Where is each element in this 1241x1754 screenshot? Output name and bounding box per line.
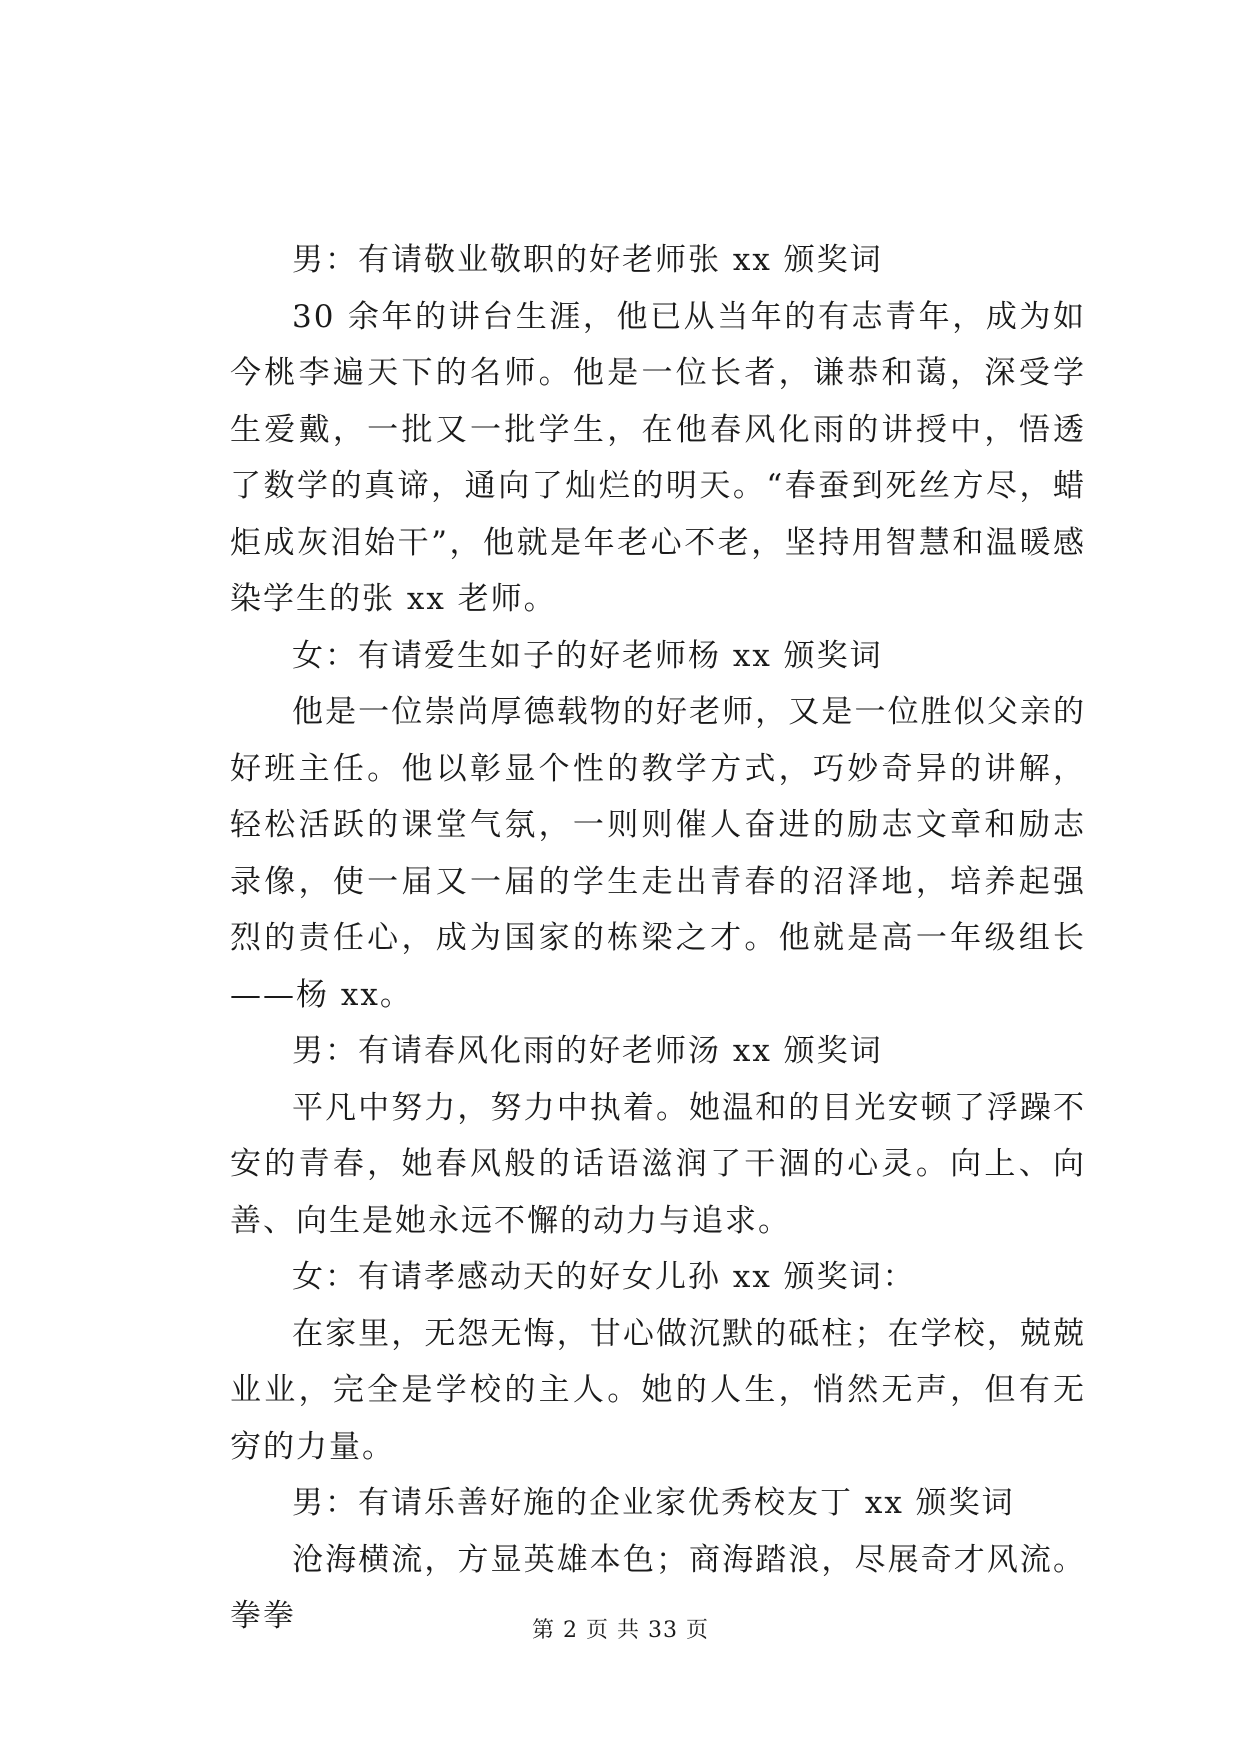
paragraph-award-text-yang: 他是一位崇尚厚德载物的好老师，又是一位胜似父亲的好班主任。他以彰显个性的教学方式，巧妙奇异的讲解，轻松活跃的课堂气氛，一则则催人奋进的励志文章和励志录像，使一届又一届的学生走出青春的沼泽地，培养起强烈的责任心，成为国家的栋梁之才。他就是高一年级组长——杨 xx。 — [230, 694, 1086, 1013]
paragraph-award-intro-tang: 男：有请春风化雨的好老师汤 xx 颁奖词 — [292, 1033, 883, 1069]
paragraph-award-text-zhang: 30 余年的讲台生涯，他已从当年的有志青年，成为如今桃李遍天下的名师。他是一位长者，谦恭和蔼，深受学生爱戴，一批又一批学生，在他春风化雨的讲授中，悟透了数学的真谛，通向了灿烂的明天。“春蚕到死丝方尽，蜡炬成灰泪始干”，他就是年老心不老，坚持用智慧和温暖感染学生的张 xx 老师。 — [230, 298, 1086, 617]
paragraph-award-intro-ding: 男：有请乐善好施的企业家优秀校友丁 xx 颁奖词 — [292, 1485, 1015, 1521]
page-number-footer: 第 2 页 共 33 页 — [532, 1618, 709, 1643]
paragraph-award-intro-yang: 女：有请爱生如子的好老师杨 xx 颁奖词 — [292, 637, 883, 674]
paragraph-award-text-sun: 在家里，无怨无悔，甘心做沉默的砥柱；在学校，兢兢业业，完全是学校的主人。她的人生，悄然无声，但有无穷的力量。 — [230, 1315, 1086, 1465]
paragraph-award-intro-zhang: 男：有请敬业敬职的好老师张 xx 颁奖词 — [292, 242, 883, 278]
paragraph-award-text-tang: 平凡中努力，努力中执着。她温和的目光安顿了浮躁不安的青春，她春风般的话语滋润了干涸的心灵。向上、向善、向生是她永远不懈的动力与追求。 — [230, 1089, 1086, 1239]
document-body — [230, 232, 1086, 1645]
paragraph-award-intro-sun: 女：有请孝感动天的好女儿孙 xx 颁奖词： — [292, 1259, 916, 1295]
paragraph-award-text-ding: 沧海横流，方显英雄本色；商海踏浪，尽展奇才风流。拳拳 — [230, 1541, 1086, 1634]
